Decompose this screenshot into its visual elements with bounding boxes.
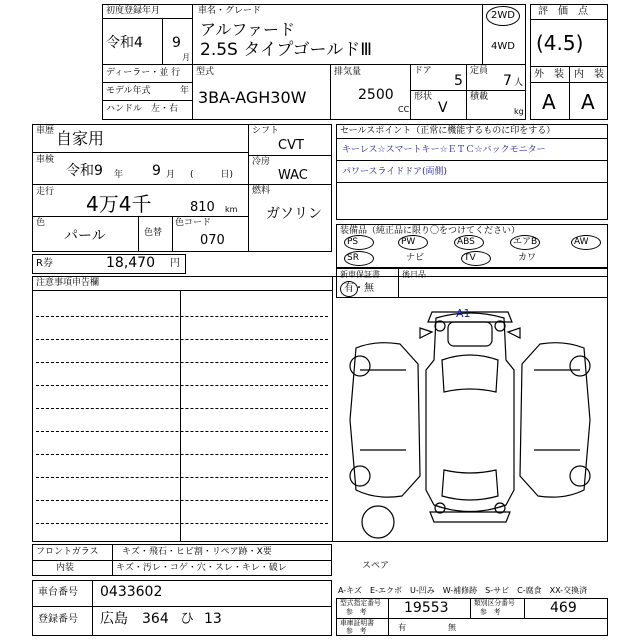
note-line: [36, 431, 328, 432]
inspection-era: 令和9: [66, 163, 103, 179]
mileage-extra: 810: [190, 200, 215, 215]
garage-cert-yes: 有: [398, 623, 406, 632]
color-code-label: 色コード: [175, 218, 212, 228]
inspection-label: 車検: [36, 155, 55, 165]
model-year-unit: 年: [180, 86, 190, 96]
spare-tire-circle: [362, 506, 394, 538]
load-unit: kg: [514, 107, 524, 116]
class-number: 469: [550, 600, 577, 616]
doors: 5: [454, 73, 463, 89]
sales-line-2: パワースライドドア(両側): [342, 167, 448, 177]
header-box: [102, 4, 526, 120]
mileage-label: 走行: [36, 187, 55, 197]
interior-grade: A: [581, 90, 595, 114]
first-reg-label: 初度登録年月: [106, 6, 161, 16]
equipment-label: 装備品（純正品に限り〇をつけてください）: [340, 226, 521, 236]
front-glass-label: フロントガラス: [36, 547, 99, 557]
mileage-unit: km: [225, 205, 238, 214]
doors-label: ドア: [414, 66, 432, 76]
reg-era-year: 令和4: [106, 35, 143, 51]
note-line: [36, 408, 328, 409]
chassis-label: 車台番号: [38, 587, 78, 598]
recycle-unit: 円: [170, 258, 180, 269]
inspection-year-unit: 年: [114, 170, 124, 180]
equipment-item: TV: [464, 253, 476, 263]
equipment-item: PW: [401, 237, 416, 247]
dealer-label: ディーラー・並 行: [106, 68, 181, 78]
chassis-number: 0433602: [100, 584, 163, 600]
garage-cert-label: 車庫証明書: [340, 619, 374, 627]
color-swap-label: 色替: [144, 228, 163, 238]
garage-cert-ref: 参 考: [346, 627, 367, 635]
equipment-item: エアB: [513, 237, 538, 247]
shift-label: シフト: [252, 126, 280, 136]
displacement-label: 排気量: [334, 67, 362, 77]
handle-label: ハンドル 左・右: [106, 104, 179, 114]
capacity: 7: [503, 73, 512, 89]
car-diagram: [336, 300, 604, 540]
drive-4wd: 4WD: [491, 41, 515, 52]
type-label: 型式: [196, 67, 215, 77]
class-number-label: 類別区分番号: [474, 599, 515, 607]
fuel: ガソリン: [266, 206, 322, 222]
note-line: [36, 454, 328, 455]
capacity-unit: 人: [514, 78, 524, 88]
interior-label-row: 内装: [56, 563, 75, 573]
inspection-month-unit: 月: [166, 170, 176, 180]
fuel-label: 燃料: [252, 186, 271, 196]
equipment-item: SR: [347, 253, 359, 263]
usage-label: 車歴: [36, 126, 55, 136]
displacement-unit: CC: [398, 105, 410, 114]
ac: WAC: [278, 168, 308, 183]
note-line: [36, 316, 328, 317]
note-line: [36, 385, 328, 386]
designation-label: 型式指定番号: [340, 599, 381, 607]
exterior-label: 外 装: [534, 69, 564, 80]
drive-2wd: 2WD: [491, 10, 515, 21]
class-number-ref: 参 考: [480, 608, 501, 616]
equipment-item: ナビ: [406, 253, 425, 263]
note-line: [36, 477, 328, 478]
plate-number: 13: [204, 611, 222, 627]
rating-score: (4.5): [536, 31, 584, 55]
model-code: 3BA-AGH30W: [198, 88, 307, 107]
interior-options: キズ・汚レ・コゲ・穴・スレ・キレ・破レ: [116, 563, 287, 573]
designation-number: 19553: [404, 600, 449, 616]
shift: CVT: [278, 138, 304, 153]
plate-area: 広島: [100, 611, 128, 627]
equipment-item: AW: [574, 237, 589, 247]
model-year-label: モデル年式: [106, 86, 151, 96]
garage-cert-no: 無: [448, 623, 456, 632]
note-line: [36, 500, 328, 501]
equipment-item: PS: [347, 237, 359, 247]
mileage: 4万4千: [86, 192, 152, 216]
damage-mark-a1: A1: [456, 307, 471, 320]
warranty-label: 新車保証書: [340, 270, 380, 279]
inspection-month: 9: [152, 163, 161, 179]
vehicle-name: アルファード: [200, 20, 296, 39]
designation-ref: 参 考: [346, 608, 367, 616]
equipment-item: カワ: [518, 253, 537, 263]
equipment-item: ABS: [457, 237, 475, 247]
exterior-grade: A: [542, 90, 556, 114]
sales-line-1: キーレス☆スマートキー☆ＥＴＣ☆バックモニター: [342, 145, 546, 155]
color-label: 色: [36, 218, 46, 228]
ac-label: 冷房: [252, 157, 271, 167]
shape: V: [438, 100, 448, 116]
note-line: [36, 523, 328, 524]
later-items-label: 後日品: [402, 270, 426, 279]
warranty-value: 有・無: [344, 283, 374, 294]
plate-kana: ひ: [180, 611, 194, 627]
inspection-day: ( 日): [190, 170, 234, 180]
note-line: [36, 362, 328, 363]
reg-month-unit: 月: [182, 53, 190, 62]
sales-label: セールスポイント（正常に機能するものに印をする）: [340, 126, 556, 136]
recycle: 18,470: [106, 255, 155, 271]
displacement: 2500: [358, 87, 394, 103]
color-code: 070: [200, 233, 225, 248]
recycle-label: R券: [36, 258, 53, 269]
load-label: 積載: [470, 92, 489, 102]
plate-class: 364: [142, 611, 169, 627]
shape-label: 形状: [414, 92, 433, 102]
reg-month: 9: [172, 35, 181, 51]
vehicle-grade: 2.5S タイプゴールドⅢ: [200, 40, 372, 60]
note-line: [36, 339, 328, 340]
spare-label: スペア: [362, 561, 390, 571]
color: パール: [64, 228, 106, 244]
notes-label: 注意事項申告欄: [36, 278, 100, 288]
usage: 自家用: [56, 129, 105, 148]
capacity-label: 定員: [470, 66, 489, 76]
damage-legend: A-キズ E-エクボ U-凹み W-補修跡 S-サビ C-腐食 XX-交換済: [338, 586, 588, 595]
drive-2wd-circle: [486, 6, 520, 26]
rating-label: 評 価 点: [538, 6, 588, 17]
front-glass-options: キズ・飛石・ヒビ割・リペア跡・X要: [122, 547, 272, 557]
interior-label: 内 装: [574, 69, 604, 80]
plate-label: 登録番号: [38, 614, 78, 625]
vehicle-name-label: 車名・グレード: [198, 6, 262, 16]
